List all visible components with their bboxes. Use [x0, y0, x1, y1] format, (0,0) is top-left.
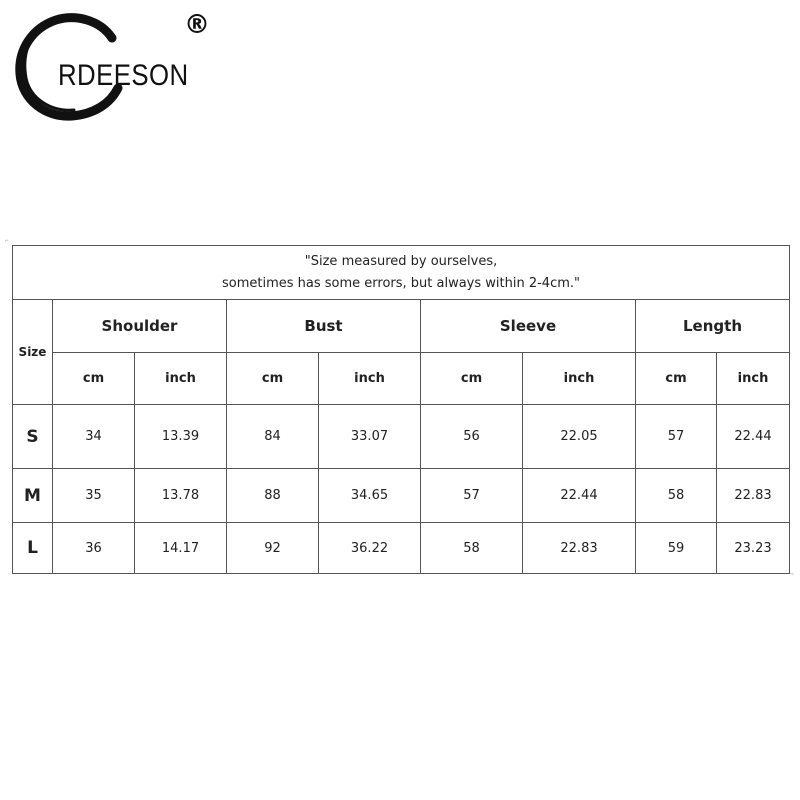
registered-mark: ® — [184, 10, 210, 40]
table-row — [13, 405, 790, 469]
size-label: L — [13, 523, 53, 574]
brand-name: RDEESON — [58, 59, 189, 92]
table-row — [13, 523, 790, 574]
table-cell: 14.17 — [135, 523, 227, 574]
size-chart-table — [12, 245, 790, 574]
table-cell: 23.23 — [717, 523, 790, 574]
unit-header: cm — [636, 353, 717, 405]
brand-logo — [14, 8, 214, 124]
table-cell: 58 — [636, 469, 717, 523]
table-cell: 57 — [636, 405, 717, 469]
unit-header: inch — [717, 353, 790, 405]
unit-header: inch — [319, 353, 421, 405]
table-cell: 22.05 — [523, 405, 636, 469]
table-cell: 22.83 — [717, 469, 790, 523]
table-cell: 22.44 — [717, 405, 790, 469]
table-row — [13, 469, 790, 523]
unit-header: inch — [135, 353, 227, 405]
unit-header: cm — [53, 353, 135, 405]
table-cell: 22.83 — [523, 523, 636, 574]
unit-header: cm — [227, 353, 319, 405]
table-cell: 59 — [636, 523, 717, 574]
table-cell: 84 — [227, 405, 319, 469]
table-cell: 58 — [421, 523, 523, 574]
table-cell: 34 — [53, 405, 135, 469]
table-cell: 36 — [53, 523, 135, 574]
table-cell: 34.65 — [319, 469, 421, 523]
table-cell: 13.39 — [135, 405, 227, 469]
length-header: Length — [636, 300, 790, 353]
table-cell: 35 — [53, 469, 135, 523]
unit-header: inch — [523, 353, 636, 405]
bust-header: Bust — [227, 300, 421, 353]
size-column-header: Size — [13, 300, 53, 405]
note-line-2: sometimes has some errors, but always within 2-4cm." — [221, 275, 581, 291]
note-line-1: "Size measured by ourselves, — [304, 253, 498, 269]
table-cell: 56 — [421, 405, 523, 469]
table-cell: 13.78 — [135, 469, 227, 523]
table-cell: 57 — [421, 469, 523, 523]
corner-mark: ¬ — [790, 572, 794, 578]
table-cell: 33.07 — [319, 405, 421, 469]
table-cell: 92 — [227, 523, 319, 574]
table-cell: 88 — [227, 469, 319, 523]
measurement-note — [13, 246, 790, 300]
sleeve-header: Sleeve — [421, 300, 636, 353]
table-cell: 36.22 — [319, 523, 421, 574]
shoulder-header: Shoulder — [53, 300, 227, 353]
corner-mark: ⌐ — [5, 238, 9, 244]
size-label: M — [13, 469, 53, 523]
unit-header: cm — [421, 353, 523, 405]
table-cell: 22.44 — [523, 469, 636, 523]
size-label: S — [13, 405, 53, 469]
